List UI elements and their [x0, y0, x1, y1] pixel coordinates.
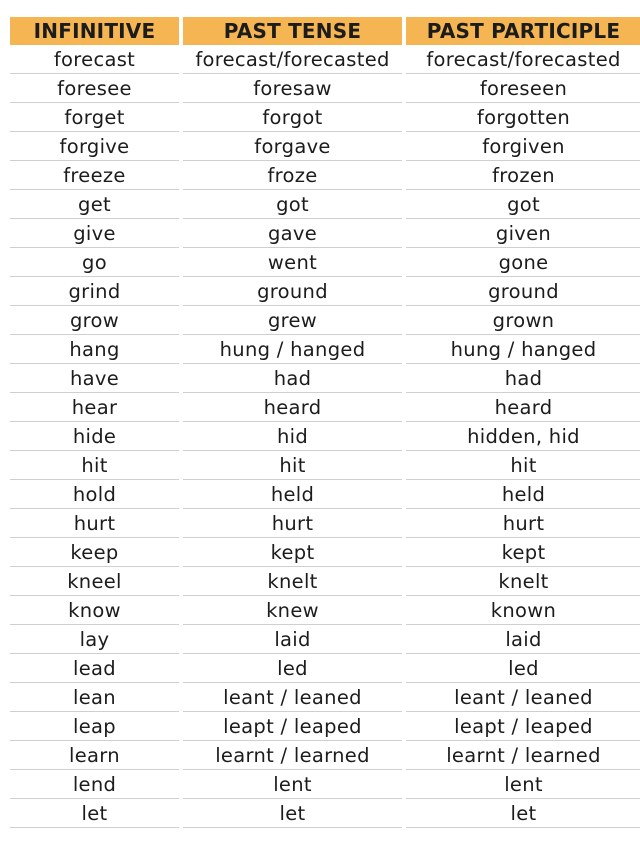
cell-infinitive: forget — [10, 103, 179, 132]
cell-past-participle: laid — [406, 625, 640, 654]
cell-infinitive: kneel — [10, 567, 179, 596]
cell-infinitive: forecast — [10, 45, 179, 74]
cell-past-tense: forgot — [183, 103, 402, 132]
cell-past-participle: had — [406, 364, 640, 393]
cell-past-tense: foresaw — [183, 74, 402, 103]
cell-past-participle: given — [406, 219, 640, 248]
cell-past-tense: led — [183, 654, 402, 683]
cell-past-participle: got — [406, 190, 640, 219]
cell-infinitive: grow — [10, 306, 179, 335]
cell-past-tense: ground — [183, 277, 402, 306]
cell-infinitive: hear — [10, 393, 179, 422]
table-row — [10, 74, 640, 103]
cell-infinitive: lead — [10, 654, 179, 683]
table-row — [10, 683, 640, 712]
cell-infinitive: hit — [10, 451, 179, 480]
header-past-tense: PAST TENSE — [183, 17, 402, 45]
cell-infinitive: grind — [10, 277, 179, 306]
cell-past-tense: hung / hanged — [183, 335, 402, 364]
cell-infinitive: get — [10, 190, 179, 219]
table-row — [10, 625, 640, 654]
cell-past-tense: had — [183, 364, 402, 393]
cell-past-tense: hurt — [183, 509, 402, 538]
cell-past-participle: led — [406, 654, 640, 683]
cell-past-participle: learnt / learned — [406, 741, 640, 770]
table-row — [10, 654, 640, 683]
cell-infinitive: forgive — [10, 132, 179, 161]
cell-past-tense: knelt — [183, 567, 402, 596]
cell-infinitive: lean — [10, 683, 179, 712]
table-row — [10, 741, 640, 770]
cell-past-participle: known — [406, 596, 640, 625]
header-row — [10, 17, 640, 45]
cell-infinitive: have — [10, 364, 179, 393]
table-row — [10, 393, 640, 422]
cell-past-tense: froze — [183, 161, 402, 190]
cell-past-participle: forecast/forecasted — [406, 45, 640, 74]
cell-past-tense: grew — [183, 306, 402, 335]
table-row — [10, 335, 640, 364]
cell-past-participle: ground — [406, 277, 640, 306]
cell-infinitive: foresee — [10, 74, 179, 103]
cell-infinitive: give — [10, 219, 179, 248]
table-row — [10, 306, 640, 335]
cell-past-tense: heard — [183, 393, 402, 422]
cell-past-participle: hidden, hid — [406, 422, 640, 451]
cell-past-tense: went — [183, 248, 402, 277]
cell-past-participle: knelt — [406, 567, 640, 596]
table-row — [10, 712, 640, 741]
table-row — [10, 451, 640, 480]
cell-infinitive: keep — [10, 538, 179, 567]
table-row — [10, 161, 640, 190]
table-row — [10, 538, 640, 567]
table-row — [10, 567, 640, 596]
cell-infinitive: lend — [10, 770, 179, 799]
table-row — [10, 219, 640, 248]
table-row — [10, 248, 640, 277]
table-row — [10, 45, 640, 74]
table-body — [10, 45, 640, 828]
cell-infinitive: know — [10, 596, 179, 625]
table-row — [10, 596, 640, 625]
cell-past-participle: hung / hanged — [406, 335, 640, 364]
table-row — [10, 277, 640, 306]
cell-infinitive: go — [10, 248, 179, 277]
cell-infinitive: hang — [10, 335, 179, 364]
table-row — [10, 799, 640, 828]
cell-past-participle: foreseen — [406, 74, 640, 103]
cell-past-participle: heard — [406, 393, 640, 422]
cell-past-tense: hit — [183, 451, 402, 480]
cell-past-tense: forgave — [183, 132, 402, 161]
cell-infinitive: freeze — [10, 161, 179, 190]
cell-past-tense: forecast/forecasted — [183, 45, 402, 74]
cell-past-participle: lent — [406, 770, 640, 799]
cell-past-tense: leapt / leaped — [183, 712, 402, 741]
table-row — [10, 480, 640, 509]
cell-past-participle: forgotten — [406, 103, 640, 132]
table-row — [10, 364, 640, 393]
cell-past-participle: gone — [406, 248, 640, 277]
cell-past-tense: held — [183, 480, 402, 509]
cell-past-tense: let — [183, 799, 402, 828]
cell-past-tense: learnt / learned — [183, 741, 402, 770]
cell-infinitive: hold — [10, 480, 179, 509]
cell-past-participle: leapt / leaped — [406, 712, 640, 741]
cell-infinitive: hurt — [10, 509, 179, 538]
header-past-participle: PAST PARTICIPLE — [406, 17, 640, 45]
table-row — [10, 132, 640, 161]
header-infinitive: INFINITIVE — [10, 17, 179, 45]
cell-past-participle: hit — [406, 451, 640, 480]
cell-past-participle: forgiven — [406, 132, 640, 161]
cell-infinitive: let — [10, 799, 179, 828]
cell-past-participle: frozen — [406, 161, 640, 190]
cell-infinitive: leap — [10, 712, 179, 741]
table-row — [10, 509, 640, 538]
table-row — [10, 190, 640, 219]
table-row — [10, 770, 640, 799]
cell-past-tense: knew — [183, 596, 402, 625]
table-row — [10, 422, 640, 451]
cell-past-participle: hurt — [406, 509, 640, 538]
cell-past-tense: lent — [183, 770, 402, 799]
cell-past-tense: hid — [183, 422, 402, 451]
cell-infinitive: hide — [10, 422, 179, 451]
irregular-verbs-table — [6, 17, 640, 828]
cell-past-tense: leant / leaned — [183, 683, 402, 712]
cell-past-participle: leant / leaned — [406, 683, 640, 712]
table-header — [10, 17, 640, 45]
table-row — [10, 103, 640, 132]
cell-past-participle: let — [406, 799, 640, 828]
cell-infinitive: lay — [10, 625, 179, 654]
cell-infinitive: learn — [10, 741, 179, 770]
cell-past-participle: grown — [406, 306, 640, 335]
cell-past-participle: held — [406, 480, 640, 509]
cell-past-tense: gave — [183, 219, 402, 248]
cell-past-participle: kept — [406, 538, 640, 567]
cell-past-tense: kept — [183, 538, 402, 567]
cell-past-tense: got — [183, 190, 402, 219]
cell-past-tense: laid — [183, 625, 402, 654]
